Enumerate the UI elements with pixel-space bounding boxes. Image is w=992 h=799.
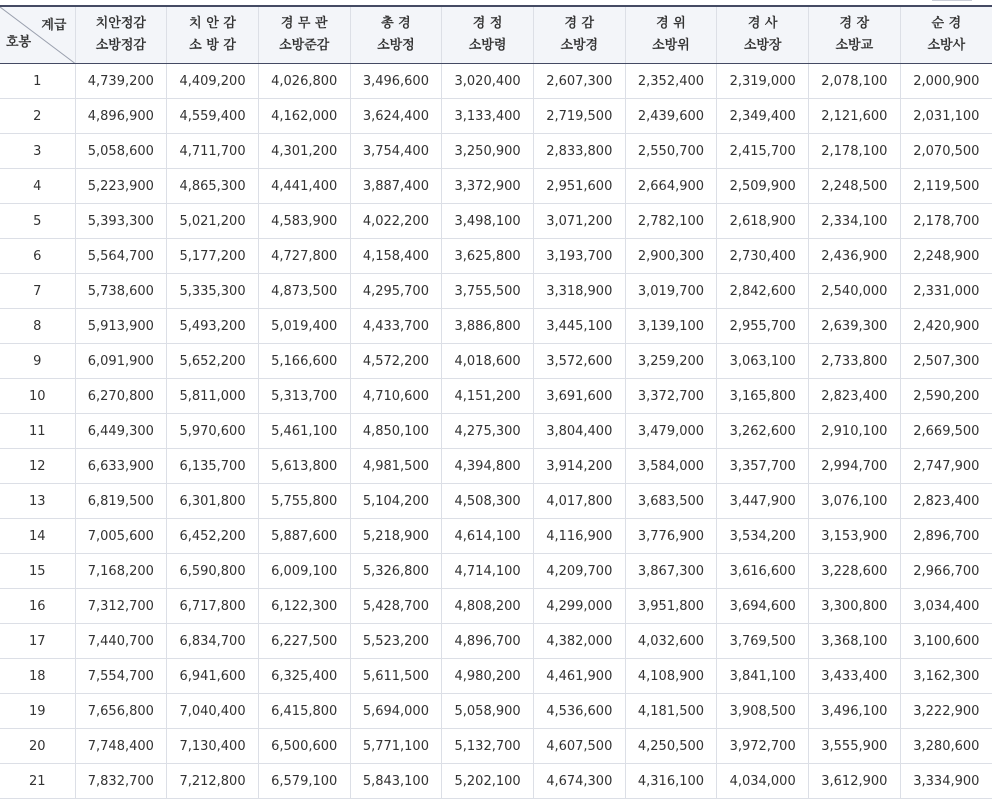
step-number-cell: 4	[0, 169, 75, 204]
table-row	[0, 554, 992, 589]
salary-cell: 7,554,700	[75, 659, 167, 694]
salary-cell: 2,509,900	[717, 169, 809, 204]
salary-cell: 2,248,500	[809, 169, 901, 204]
salary-cell: 4,108,900	[625, 659, 717, 694]
salary-cell: 6,091,900	[75, 344, 167, 379]
salary-cell: 2,178,100	[809, 134, 901, 169]
salary-cell: 6,579,100	[258, 764, 350, 799]
salary-cell: 5,694,000	[350, 694, 442, 729]
salary-cell: 3,372,700	[625, 379, 717, 414]
salary-cell: 6,717,800	[167, 589, 259, 624]
table-row	[0, 134, 992, 169]
step-number-cell: 13	[0, 484, 75, 519]
salary-cell: 4,032,600	[625, 624, 717, 659]
salary-cell: 2,178,700	[900, 204, 992, 239]
salary-cell: 6,325,400	[258, 659, 350, 694]
table-row	[0, 764, 992, 799]
salary-cell: 5,771,100	[350, 729, 442, 764]
salary-cell: 3,691,600	[533, 379, 625, 414]
salary-cell: 3,908,500	[717, 694, 809, 729]
salary-cell: 4,850,100	[350, 414, 442, 449]
salary-cell: 4,808,200	[442, 589, 534, 624]
table-row	[0, 309, 992, 344]
salary-cell: 3,584,000	[625, 449, 717, 484]
column-header	[809, 6, 901, 64]
table-row	[0, 484, 992, 519]
salary-cell: 2,070,500	[900, 134, 992, 169]
step-number-cell: 16	[0, 589, 75, 624]
salary-cell: 3,228,600	[809, 554, 901, 589]
salary-cell: 3,886,800	[442, 309, 534, 344]
table-row	[0, 344, 992, 379]
salary-cell: 2,331,000	[900, 274, 992, 309]
corner-header-cell	[0, 6, 75, 64]
police-rank-label: 경 장	[839, 16, 870, 31]
salary-cell: 5,223,900	[75, 169, 167, 204]
salary-cell: 3,755,500	[442, 274, 534, 309]
fire-rank-label: 소방준감	[279, 38, 330, 53]
salary-cell: 5,428,700	[350, 589, 442, 624]
salary-cell: 6,301,800	[167, 484, 259, 519]
salary-cell: 3,280,600	[900, 729, 992, 764]
salary-cell: 3,368,100	[809, 624, 901, 659]
salary-cell: 2,842,600	[717, 274, 809, 309]
salary-cell: 5,177,200	[167, 239, 259, 274]
table-row	[0, 379, 992, 414]
salary-cell: 6,500,600	[258, 729, 350, 764]
fire-rank-label: 소방정감	[95, 38, 146, 53]
salary-cell: 5,058,900	[442, 694, 534, 729]
fire-rank-label: 소방경	[560, 38, 599, 53]
salary-cell: 2,031,100	[900, 99, 992, 134]
salary-cell: 2,439,600	[625, 99, 717, 134]
step-number-cell: 17	[0, 624, 75, 659]
salary-cell: 2,119,500	[900, 169, 992, 204]
salary-cell: 3,165,800	[717, 379, 809, 414]
table-row	[0, 169, 992, 204]
salary-cell: 3,841,100	[717, 659, 809, 694]
salary-cell: 3,612,900	[809, 764, 901, 799]
table-row	[0, 64, 992, 99]
fire-rank-label: 소 방 감	[189, 38, 236, 53]
table-row	[0, 729, 992, 764]
salary-cell: 4,209,700	[533, 554, 625, 589]
police-rank-label: 경 사	[747, 16, 778, 31]
salary-cell: 2,833,800	[533, 134, 625, 169]
salary-cell: 7,168,200	[75, 554, 167, 589]
salary-cell: 4,865,300	[167, 169, 259, 204]
salary-cell: 3,776,900	[625, 519, 717, 554]
salary-cell: 6,449,300	[75, 414, 167, 449]
table-row	[0, 624, 992, 659]
salary-cell: 3,334,900	[900, 764, 992, 799]
table-body	[0, 64, 992, 799]
salary-cell: 4,181,500	[625, 694, 717, 729]
salary-cell: 5,326,800	[350, 554, 442, 589]
table-row	[0, 519, 992, 554]
salary-cell: 5,166,600	[258, 344, 350, 379]
salary-cell: 2,719,500	[533, 99, 625, 134]
salary-cell: 5,611,500	[350, 659, 442, 694]
salary-cell: 3,162,300	[900, 659, 992, 694]
salary-cell: 4,275,300	[442, 414, 534, 449]
header-row	[0, 6, 992, 64]
fire-rank-label: 소방위	[652, 38, 690, 53]
salary-cell: 3,479,000	[625, 414, 717, 449]
fire-rank-label: 소방정	[377, 38, 415, 53]
salary-cell: 5,843,100	[350, 764, 442, 799]
salary-cell: 5,058,600	[75, 134, 167, 169]
salary-cell: 2,590,200	[900, 379, 992, 414]
step-number-cell: 6	[0, 239, 75, 274]
salary-cell: 5,652,200	[167, 344, 259, 379]
column-header	[625, 6, 717, 64]
police-rank-label: 경 무 관	[280, 16, 328, 31]
salary-cell: 4,461,900	[533, 659, 625, 694]
salary-cell: 4,162,000	[258, 99, 350, 134]
step-number-cell: 21	[0, 764, 75, 799]
salary-cell: 5,104,200	[350, 484, 442, 519]
fire-rank-label: 소방령	[468, 38, 507, 53]
salary-cell: 5,811,000	[167, 379, 259, 414]
salary-cell: 2,121,600	[809, 99, 901, 134]
salary-cell: 2,966,700	[900, 554, 992, 589]
column-header	[75, 6, 167, 64]
salary-cell: 4,158,400	[350, 239, 442, 274]
column-header	[900, 6, 992, 64]
salary-cell: 5,393,300	[75, 204, 167, 239]
salary-cell: 6,135,700	[167, 449, 259, 484]
salary-cell: 4,026,800	[258, 64, 350, 99]
police-rank-label: 경 감	[564, 16, 595, 31]
salary-cell: 3,139,100	[625, 309, 717, 344]
salary-cell: 2,078,100	[809, 64, 901, 99]
salary-cell: 4,572,200	[350, 344, 442, 379]
salary-cell: 6,122,300	[258, 589, 350, 624]
salary-cell: 2,607,300	[533, 64, 625, 99]
salary-cell: 3,951,800	[625, 589, 717, 624]
salary-cell: 5,202,100	[442, 764, 534, 799]
salary-cell: 3,867,300	[625, 554, 717, 589]
salary-cell: 3,071,200	[533, 204, 625, 239]
salary-cell: 2,730,400	[717, 239, 809, 274]
salary-cell: 7,040,400	[167, 694, 259, 729]
salary-cell: 7,440,700	[75, 624, 167, 659]
salary-cell: 4,382,000	[533, 624, 625, 659]
salary-cell: 3,572,600	[533, 344, 625, 379]
salary-cell: 3,063,100	[717, 344, 809, 379]
step-number-cell: 9	[0, 344, 75, 379]
salary-cell: 2,334,100	[809, 204, 901, 239]
salary-cell: 4,116,900	[533, 519, 625, 554]
salary-cell: 2,550,700	[625, 134, 717, 169]
salary-cell: 3,754,400	[350, 134, 442, 169]
salary-cell: 3,357,700	[717, 449, 809, 484]
salary-cell: 2,910,100	[809, 414, 901, 449]
step-number-cell: 2	[0, 99, 75, 134]
salary-cell: 3,019,700	[625, 274, 717, 309]
salary-cell: 4,710,600	[350, 379, 442, 414]
column-header	[533, 6, 625, 64]
salary-cell: 2,896,700	[900, 519, 992, 554]
salary-cell: 4,727,800	[258, 239, 350, 274]
table-row	[0, 99, 992, 134]
step-number-cell: 12	[0, 449, 75, 484]
salary-cell: 2,319,000	[717, 64, 809, 99]
step-number-cell: 18	[0, 659, 75, 694]
top-edge-line	[932, 0, 972, 1]
salary-cell: 5,335,300	[167, 274, 259, 309]
table-row	[0, 274, 992, 309]
salary-cell: 5,218,900	[350, 519, 442, 554]
salary-cell: 2,951,600	[533, 169, 625, 204]
salary-cell: 4,441,400	[258, 169, 350, 204]
salary-cell: 5,523,200	[350, 624, 442, 659]
step-number-cell: 14	[0, 519, 75, 554]
salary-cell: 2,823,400	[900, 484, 992, 519]
salary-cell: 4,607,500	[533, 729, 625, 764]
salary-cell: 3,616,600	[717, 554, 809, 589]
salary-cell: 3,372,900	[442, 169, 534, 204]
salary-cell: 4,295,700	[350, 274, 442, 309]
salary-cell: 2,415,700	[717, 134, 809, 169]
salary-cell: 5,613,800	[258, 449, 350, 484]
salary-cell: 2,540,000	[809, 274, 901, 309]
salary-cell: 2,507,300	[900, 344, 992, 379]
police-rank-label: 치 안 감	[189, 16, 236, 31]
salary-cell: 3,318,900	[533, 274, 625, 309]
step-axis-label: 호봉	[6, 35, 32, 50]
salary-cell: 4,022,200	[350, 204, 442, 239]
salary-cell: 3,769,500	[717, 624, 809, 659]
salary-cell: 6,227,500	[258, 624, 350, 659]
salary-cell: 6,633,900	[75, 449, 167, 484]
table-row	[0, 239, 992, 274]
table-row	[0, 414, 992, 449]
salary-cell: 5,564,700	[75, 239, 167, 274]
salary-cell: 4,299,000	[533, 589, 625, 624]
salary-cell: 6,270,800	[75, 379, 167, 414]
salary-cell: 4,981,500	[350, 449, 442, 484]
salary-cell: 2,994,700	[809, 449, 901, 484]
column-header	[350, 6, 442, 64]
salary-cell: 3,445,100	[533, 309, 625, 344]
salary-cell: 4,017,800	[533, 484, 625, 519]
salary-cell: 4,896,700	[442, 624, 534, 659]
salary-cell: 2,420,900	[900, 309, 992, 344]
salary-cell: 7,748,400	[75, 729, 167, 764]
salary-cell: 2,733,800	[809, 344, 901, 379]
salary-cell: 4,151,200	[442, 379, 534, 414]
step-number-cell: 3	[0, 134, 75, 169]
salary-cell: 7,656,800	[75, 694, 167, 729]
salary-cell: 4,433,700	[350, 309, 442, 344]
salary-cell: 7,005,600	[75, 519, 167, 554]
salary-cell: 4,714,100	[442, 554, 534, 589]
step-number-cell: 10	[0, 379, 75, 414]
table-row	[0, 204, 992, 239]
column-header	[442, 6, 534, 64]
salary-cell: 3,683,500	[625, 484, 717, 519]
salary-cell: 3,020,400	[442, 64, 534, 99]
salary-cell: 3,887,400	[350, 169, 442, 204]
salary-table	[0, 5, 992, 799]
salary-cell: 4,034,000	[717, 764, 809, 799]
salary-cell: 7,130,400	[167, 729, 259, 764]
salary-cell: 5,970,600	[167, 414, 259, 449]
salary-cell: 3,804,400	[533, 414, 625, 449]
salary-cell: 2,349,400	[717, 99, 809, 134]
column-header	[717, 6, 809, 64]
salary-cell: 4,301,200	[258, 134, 350, 169]
fire-rank-label: 소방사	[927, 38, 966, 53]
salary-cell: 2,352,400	[625, 64, 717, 99]
salary-cell: 5,913,900	[75, 309, 167, 344]
salary-cell: 2,900,300	[625, 239, 717, 274]
salary-cell: 3,222,900	[900, 694, 992, 729]
salary-cell: 4,583,900	[258, 204, 350, 239]
salary-cell: 3,433,400	[809, 659, 901, 694]
salary-cell: 2,618,900	[717, 204, 809, 239]
salary-cell: 7,212,800	[167, 764, 259, 799]
column-header	[167, 6, 259, 64]
salary-cell: 3,133,400	[442, 99, 534, 134]
salary-cell: 5,021,200	[167, 204, 259, 239]
step-number-cell: 8	[0, 309, 75, 344]
salary-cell: 2,000,900	[900, 64, 992, 99]
fire-rank-label: 소방장	[743, 38, 782, 53]
salary-cell: 4,250,500	[625, 729, 717, 764]
table-row	[0, 449, 992, 484]
salary-cell: 6,819,500	[75, 484, 167, 519]
salary-cell: 3,034,400	[900, 589, 992, 624]
salary-cell: 4,739,200	[75, 64, 167, 99]
salary-cell: 4,674,300	[533, 764, 625, 799]
salary-cell: 3,496,100	[809, 694, 901, 729]
step-number-cell: 1	[0, 64, 75, 99]
salary-cell: 3,534,200	[717, 519, 809, 554]
salary-cell: 3,100,600	[900, 624, 992, 659]
step-number-cell: 7	[0, 274, 75, 309]
step-number-cell: 20	[0, 729, 75, 764]
salary-cell: 5,461,100	[258, 414, 350, 449]
salary-cell: 2,664,900	[625, 169, 717, 204]
police-rank-label: 총 경	[381, 16, 411, 31]
salary-cell: 5,887,600	[258, 519, 350, 554]
salary-cell: 3,250,900	[442, 134, 534, 169]
salary-cell: 4,614,100	[442, 519, 534, 554]
salary-cell: 5,738,600	[75, 274, 167, 309]
salary-cell: 6,590,800	[167, 554, 259, 589]
salary-cell: 7,832,700	[75, 764, 167, 799]
salary-cell: 5,493,200	[167, 309, 259, 344]
salary-cell: 5,755,800	[258, 484, 350, 519]
salary-cell: 4,316,100	[625, 764, 717, 799]
salary-cell: 3,498,100	[442, 204, 534, 239]
step-number-cell: 19	[0, 694, 75, 729]
salary-cell: 5,019,400	[258, 309, 350, 344]
salary-cell: 7,312,700	[75, 589, 167, 624]
police-rank-label: 치안정감	[95, 16, 146, 31]
step-number-cell: 11	[0, 414, 75, 449]
salary-cell: 4,711,700	[167, 134, 259, 169]
salary-cell: 2,248,900	[900, 239, 992, 274]
salary-cell: 2,669,500	[900, 414, 992, 449]
salary-cell: 3,914,200	[533, 449, 625, 484]
salary-cell: 2,823,400	[809, 379, 901, 414]
salary-cell: 3,447,900	[717, 484, 809, 519]
salary-cell: 6,009,100	[258, 554, 350, 589]
salary-cell: 6,941,600	[167, 659, 259, 694]
table-header	[0, 6, 992, 64]
police-rank-label: 순 경	[931, 16, 962, 31]
salary-cell: 3,076,100	[809, 484, 901, 519]
salary-cell: 4,559,400	[167, 99, 259, 134]
salary-cell: 3,300,800	[809, 589, 901, 624]
salary-cell: 6,415,800	[258, 694, 350, 729]
table-row	[0, 694, 992, 729]
salary-cell: 3,259,200	[625, 344, 717, 379]
table-row	[0, 589, 992, 624]
salary-cell: 5,132,700	[442, 729, 534, 764]
salary-cell: 3,694,600	[717, 589, 809, 624]
salary-cell: 4,508,300	[442, 484, 534, 519]
salary-cell: 3,153,900	[809, 519, 901, 554]
salary-cell: 4,896,900	[75, 99, 167, 134]
police-rank-label: 경 정	[472, 16, 503, 31]
salary-cell: 2,747,900	[900, 449, 992, 484]
salary-cell: 6,452,200	[167, 519, 259, 554]
column-header	[258, 6, 350, 64]
salary-cell: 3,496,600	[350, 64, 442, 99]
salary-cell: 3,624,400	[350, 99, 442, 134]
salary-cell: 3,193,700	[533, 239, 625, 274]
salary-cell: 5,313,700	[258, 379, 350, 414]
step-number-cell: 5	[0, 204, 75, 239]
salary-cell: 2,436,900	[809, 239, 901, 274]
salary-table-container	[0, 5, 992, 799]
salary-cell: 4,873,500	[258, 274, 350, 309]
police-rank-label: 경 위	[656, 16, 686, 31]
salary-cell: 2,955,700	[717, 309, 809, 344]
table-row	[0, 659, 992, 694]
salary-cell: 6,834,700	[167, 624, 259, 659]
salary-cell: 4,980,200	[442, 659, 534, 694]
fire-rank-label: 소방교	[835, 38, 874, 53]
salary-cell: 3,555,900	[809, 729, 901, 764]
salary-cell: 2,639,300	[809, 309, 901, 344]
salary-cell: 4,409,200	[167, 64, 259, 99]
salary-cell: 3,972,700	[717, 729, 809, 764]
salary-cell: 4,536,600	[533, 694, 625, 729]
salary-cell: 3,625,800	[442, 239, 534, 274]
rank-axis-label: 계급	[41, 18, 67, 33]
salary-cell: 3,262,600	[717, 414, 809, 449]
salary-cell: 4,394,800	[442, 449, 534, 484]
salary-cell: 4,018,600	[442, 344, 534, 379]
salary-cell: 2,782,100	[625, 204, 717, 239]
step-number-cell: 15	[0, 554, 75, 589]
